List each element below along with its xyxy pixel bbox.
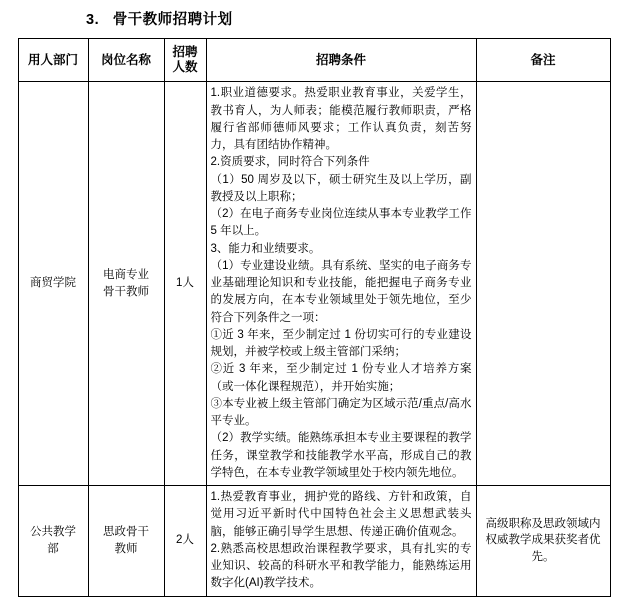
cell-remarks-1 xyxy=(476,82,610,486)
cell-remarks-2: 高级职称及思政领域内权威教学成果获奖者优先。 xyxy=(476,486,610,597)
section-number: 3. xyxy=(86,12,100,28)
cell-position-2 xyxy=(88,486,164,597)
condition-line: 2.资质要求，同时符合下列条件 xyxy=(210,156,370,169)
cell-position-1 xyxy=(88,82,164,486)
cell-count-2: 2人 xyxy=(164,486,206,597)
condition-line: 1.职业道德要求。热爱职业教育事业，关爱学生，教书育人，为人师表；能模范履行教师职责，严格履行省部师德师风要求；工作认真负责，刻苦努力，具有团结协作精神。 xyxy=(210,87,472,152)
cell-department-1: 商贸学院 xyxy=(18,82,88,486)
condition-line: （1）50 周岁及以下，硕士研究生及以上学历，副教授及以上职称； xyxy=(210,173,472,203)
condition-line: ①近 3 年来，至少制定过 1 份切实可行的专业建设规划，并被学校或上级主管部门采纳； xyxy=(210,328,472,359)
header-department: 用人部门 xyxy=(18,39,88,82)
header-count-line1: 招聘 xyxy=(172,44,198,59)
cell-department-2 xyxy=(18,486,88,597)
condition-line: （1）专业建设业绩。具有系统、坚实的电子商务专业基础理论知识和专业技能，能把握电子商务专业的发展方向，在本专业领域里处于领先地位，至少符合下列条件之一项： xyxy=(210,259,472,324)
condition-line: ②近 3 年来，至少制定过 1 份专业人才培养方案（或一体化课程规范），并开始实施； xyxy=(210,363,472,393)
page-title xyxy=(0,0,628,38)
condition-line: ③本专业被上级主管部门确定为区域示范/重点/高水平专业。 xyxy=(210,397,472,428)
header-count xyxy=(164,39,206,82)
cell-conditions-1 xyxy=(206,82,476,486)
header-remarks: 备注 xyxy=(476,39,610,82)
condition-line: 3、能力和业绩要求。 xyxy=(210,242,321,255)
cell-department-2-line1: 公共教学 xyxy=(30,526,76,539)
table-header-row xyxy=(18,39,610,82)
condition-line: （2）教学实绩。能熟练承担本专业主要课程的教学任务，课堂教学和技能教学水平高，形成自己的教学特色，在本专业教学领域里处于校内领先地位。 xyxy=(210,432,472,479)
cell-count-1: 1人 xyxy=(164,82,206,486)
recruitment-plan-table xyxy=(18,38,611,596)
header-count-line2: 人数 xyxy=(172,60,198,75)
condition-line: 1.热爱教育事业，拥护党的路线、方针和政策，自觉用习近平新时代中国特色社会主义思想武装头脑，能够正确引导学生思想、传递正确价值观念。 xyxy=(210,491,472,538)
cell-position-1-line2: 骨干教师 xyxy=(103,285,149,298)
table-row xyxy=(18,486,610,597)
title-text: 骨干教师招聘计划 xyxy=(112,12,233,28)
cell-position-1-line1: 电商专业 xyxy=(103,269,149,281)
header-position: 岗位名称 xyxy=(88,39,164,82)
table-row xyxy=(18,82,610,486)
cell-position-2-line2: 教师 xyxy=(114,542,138,555)
condition-line: 2.熟悉高校思想政治课程教学要求，具有扎实的专业知识、较高的科研水平和教学能力，能熟练运用数字化(AI)教学技术。 xyxy=(210,542,472,590)
cell-conditions-2 xyxy=(206,486,476,597)
condition-line: （2）在电子商务专业岗位连续从事本专业教学工作 5 年以上。 xyxy=(210,208,472,238)
cell-position-2-line1: 思政骨干 xyxy=(103,526,149,539)
cell-department-2-line2: 部 xyxy=(47,542,59,555)
header-conditions: 招聘条件 xyxy=(206,39,476,82)
